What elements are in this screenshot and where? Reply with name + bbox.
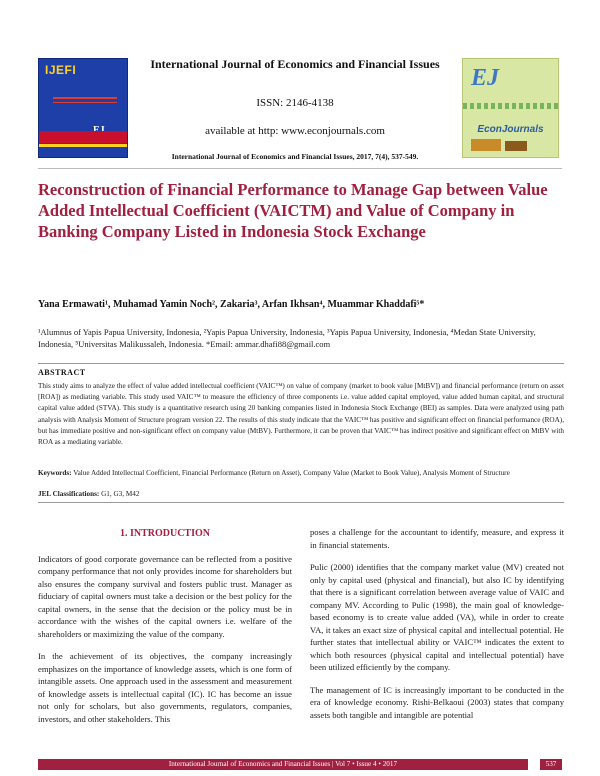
availability-link[interactable]: available at http: www.econjournals.com [205,125,385,137]
books-icon [471,139,501,151]
cover-decoration [53,97,117,99]
keywords-label: Keywords: [38,469,72,477]
abstract-body: This study aims to analyze the effect of value added intellectual coefficient (VAIC™) on value of company (market to book value [MtBV]) and financial performance (return on asset [ROA]) as mediating variable. This study used VAIC™ to measure the efficiency of three components i.e. value added capital employed, value added human capital, and structural capital value added (STVA). This study is a quantitative research using 20 banking companies listed in Indonesia Stock Exchange (BEI) as samples. Data were analyzed using path analysis with Analysis Moment of Structure program version 22. The results of this study indicate that the VAIC™ has positive and significant effect on financial performance (ROA), but has immediate positive and non-significant effect on company value (MtBV). Furthermore, it can be proven that VAIC™ has indirect positive and significant effect on MtBV with ROA as a mediating variable. [38,382,564,447]
journal-header [0,0,600,172]
issn: ISSN: 2146-4138 [256,97,334,109]
right-column [310,526,564,731]
page-number: 537 [540,759,562,770]
cover-title: IJEFI [45,63,77,77]
logo-decoration [463,103,558,109]
journal-cover-image [38,58,128,158]
article-title: Reconstruction of Financial Performance to Manage Gap between Value Added Intellectual Coefficient (VAICTM) and Value of Company in Banking Company Listed in Indonesia Stock Exchange [38,180,548,241]
citation: International Journal of Economics and Financial Issues, 2017, 7(4), 537-549. [171,152,419,161]
paragraph: The management of IC is increasingly important to be conducted in the era of knowledge economy. Rishi-Belkaoui (2003) states that company assets both tangible and intangible are potential [310,684,564,720]
affiliations: ¹Alumnus of Yapis Papua University, Indonesia, ²Yapis Papua University, Indonesia, ³Yapis Papua University, Indonesia, ⁴Medan State University, Indonesia, ⁵Universitas Malikussaleh, Indonesia. *Email: ammar.dhafi88@gmail.com [38,327,536,349]
cover-stripe [39,144,127,147]
paragraph: Pulic (2000) identifies that the company market value (MV) created not only by capital used (physical and financial), but also IC by identifying that there is a significant correlation between average value of VAIC and company MV. According to Pulic (1998), the main goal of knowledge-based economy is to create value added (VA), while in order to create VA, it takes an exact size of physical capital and intellectual potential. He further states that intellectual ability or VAIC™ indicates the extent to which both resources (physical capital and intellectual potential) have been utilized efficiently by the company. [310,562,564,672]
econjournals-logo [462,58,559,158]
abstract-divider [38,502,564,503]
cover-decoration [53,102,117,103]
paragraph: In the achievement of its objectives, the company increasingly emphasizes on the importance of knowledge assets, which is one form of intangible assets. One approach used in the assessment and measurement of knowledge assets is intellectual capital (IC). IC has become an issue not only for scholars, but also governments, regulators, companies, investors, and other stakeholders. This [38,651,292,724]
journal-title: International Journal of Economics and Financial Issues [150,57,440,71]
header-divider [38,168,562,169]
left-column [38,526,292,735]
logo-letters: EJ [471,65,500,91]
logo-brand: EconJournals [477,124,544,135]
keywords [38,468,564,479]
page-footer: International Journal of Economics and Financial Issues | Vol 7 • Issue 4 • 2017 [38,759,528,770]
jel-classifications [38,489,564,500]
cover-stripe [39,131,127,143]
paragraph: Indicators of good corporate governance can be reflected from a positive company performance that not only provides income for shareholders but also ensures the company survival and fosters public trust. Manager as fiduciary of capital owners must take a decision or the best policy for the capital owners, in the sense that the decision or the policy must be in accordance with the wishes of the capital owners i.e. welfare of the shareholders or maximizing the value of the company. [38,553,292,639]
abstract-heading: ABSTRACT [38,368,86,377]
jel-label: JEL Classifications: [38,490,100,498]
abstract-divider [38,363,564,364]
paragraph: poses a challenge for the accountant to identify, measure, and express it in financial statements. [310,527,564,550]
keywords-text: Value Added Intellectual Coefficient, Financial Performance (Return on Asset), Company Value (Market to Book Value), Analysis Moment of Structure [73,469,510,477]
author-list: Yana Ermawati¹, Muhamad Yamin Noch², Zakaria³, Arfan Ikhsan⁴, Muammar Khaddafi⁵* [38,299,425,310]
jel-text: G1, G3, M42 [101,490,140,498]
section-heading: 1. INTRODUCTION [119,528,210,539]
books-icon [505,141,527,151]
